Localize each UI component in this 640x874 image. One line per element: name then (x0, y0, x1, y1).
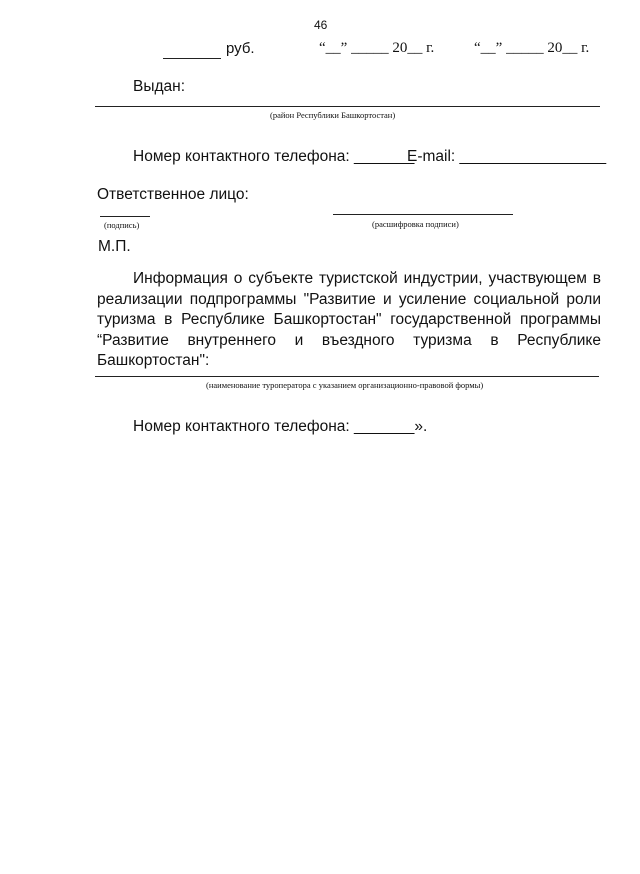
info-line-5: Башкортостан": (97, 352, 210, 369)
info-line-1: Информация о субъекте туристской индустрии, участвующем в (133, 270, 601, 287)
final-phone-label: Номер контактного телефона: _______». (133, 418, 428, 435)
info-line-2: реализации подпрограммы "Развитие и усиление социальной роли (97, 290, 601, 308)
issued-caption: (район Республики Башкортостан) (270, 110, 396, 120)
rub-label: руб. (226, 40, 255, 57)
date-field-a: “__” _____ 20__ г. (319, 40, 435, 56)
signature-caption: (подпись) (104, 220, 140, 230)
amount-blank-line (163, 58, 221, 59)
decoding-caption: (расшифровка подписи) (372, 219, 459, 229)
responsible-label: Ответственное лицо: (97, 186, 249, 203)
issued-label: Выдан: (133, 78, 186, 95)
date-field-b: “__” _____ 20__ г. (474, 40, 590, 56)
page-number: 46 (314, 18, 328, 32)
issued-blank-line (95, 106, 600, 107)
operator-blank-line (95, 376, 599, 377)
operator-caption: (наименование туроператора с указанием организационно-правовой формы) (206, 380, 484, 390)
stamp-label: М.П. (98, 238, 131, 255)
decoding-blank-line (333, 214, 513, 215)
info-line-4: “Развитие внутреннего и въездного туризма в Республике (97, 331, 601, 349)
info-paragraph (97, 269, 601, 372)
signature-blank-line (100, 216, 150, 217)
phone-label: Номер контактного телефона: _______ (133, 148, 415, 165)
info-line-3: туризма в Республике Башкортостан" государственной программы (97, 311, 601, 328)
email-label: E-mail: _________________ (407, 148, 607, 165)
